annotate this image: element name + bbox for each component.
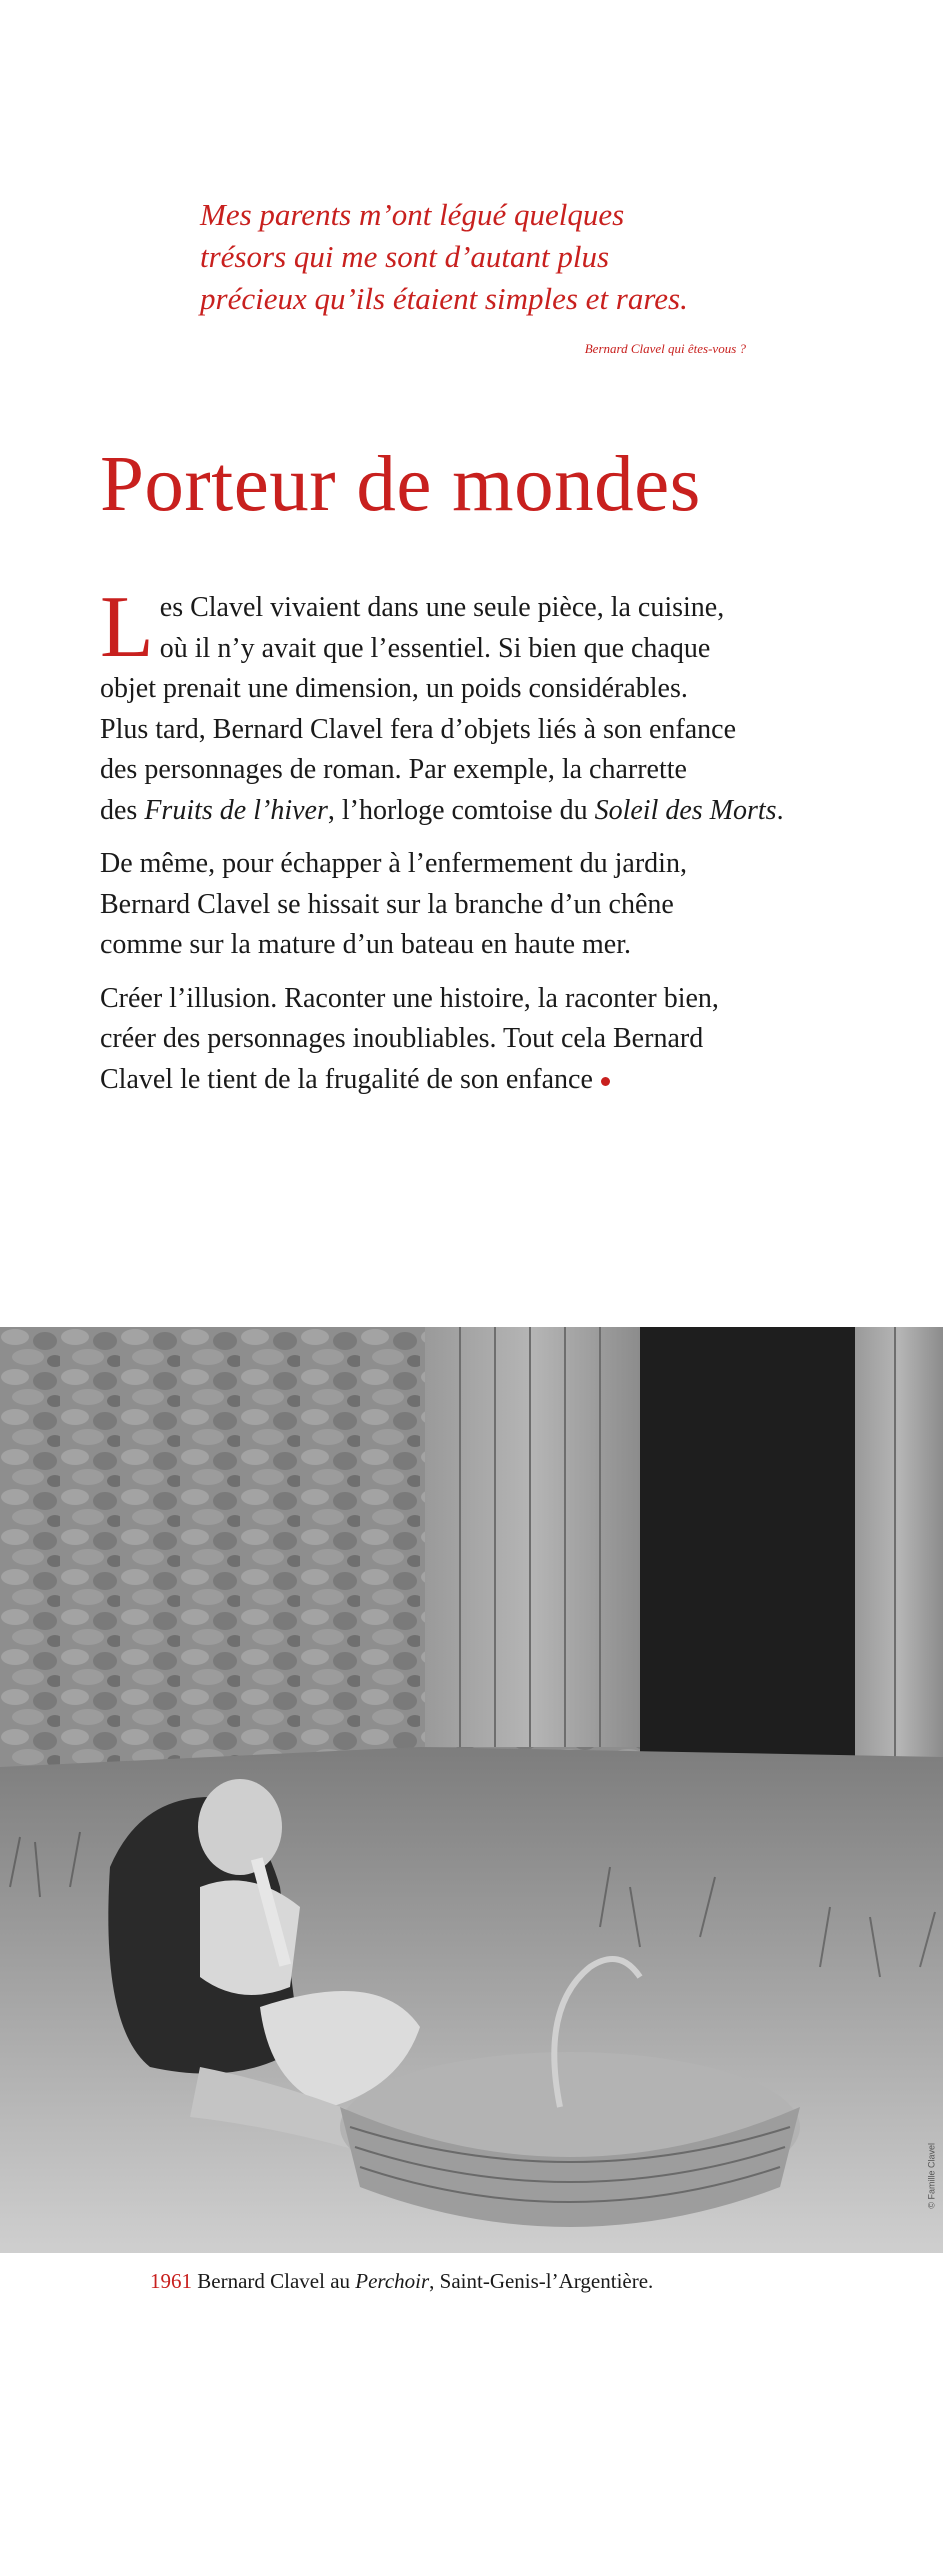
- caption-year: 1961: [150, 2269, 192, 2293]
- doorway: [640, 1327, 865, 1757]
- text-line: comme sur la mature d’un bateau en haute mer.: [100, 929, 632, 960]
- book-title: Soleil des Morts: [594, 794, 777, 826]
- photo: [0, 1327, 943, 2253]
- page-title: Porteur de mondes: [100, 441, 701, 528]
- drop-cap: L: [100, 579, 154, 676]
- text-line: Créer l’illusion. Raconter une histoire, la raconter bien,: [100, 982, 719, 1014]
- caption-text: , Saint-Genis-l’Argentière.: [429, 2269, 654, 2293]
- epigraph-line: trésors qui me sont d’autant plus: [200, 239, 610, 274]
- epigraph-quote: [200, 194, 760, 320]
- text-line: des personnages de roman. Par exemple, la charrette: [100, 754, 687, 785]
- text-line: objet prenait une dimension, un poids considérables.: [100, 673, 688, 704]
- caption-place: Perchoir: [355, 2269, 430, 2293]
- paragraph-3: [100, 979, 840, 1101]
- caption-text: Bernard Clavel au: [192, 2269, 356, 2293]
- photo-caption: [150, 2269, 653, 2294]
- wooden-door-left: [425, 1327, 640, 1747]
- photo-illustration: [0, 1327, 943, 2253]
- text-fragment: , l’horloge comtoise du: [327, 794, 595, 826]
- text-fragment: .: [776, 794, 784, 826]
- text-line: [100, 791, 840, 832]
- text-line: es Clavel vivaient dans une seule pièce, la cuisine,: [159, 592, 725, 623]
- paragraph-2: [100, 844, 840, 966]
- text-line: [100, 1060, 840, 1101]
- epigraph-line: Mes parents m’ont légué quelques: [200, 197, 625, 232]
- end-mark-dot: [601, 1077, 610, 1086]
- book-title: Fruits de l’hiver: [144, 794, 328, 826]
- epigraph-source: Bernard Clavel qui êtes-vous ?: [584, 341, 746, 356]
- text-fragment: Clavel le tient de la frugalité de son enfance: [100, 1063, 593, 1095]
- wooden-door-right: [855, 1327, 943, 1787]
- text-fragment: des: [100, 794, 145, 826]
- article-body: [100, 579, 840, 1113]
- text-line: où il n’y avait que l’essentiel. Si bien que chaque: [159, 632, 711, 664]
- text-line: Bernard Clavel se hissait sur la branche d’un chêne: [100, 888, 674, 920]
- text-line: créer des personnages inoubliables. Tout cela Bernard: [100, 1023, 704, 1054]
- paragraph-1: [100, 579, 840, 831]
- epigraph-line: précieux qu’ils étaient simples et rares.: [200, 281, 688, 316]
- text-line: Plus tard, Bernard Clavel fera d’objets liés à son enfance: [100, 713, 737, 745]
- text-line: De même, pour échapper à l’enfermement du jardin,: [100, 848, 687, 879]
- photo-credit: © Famille Clavel: [927, 2143, 937, 2209]
